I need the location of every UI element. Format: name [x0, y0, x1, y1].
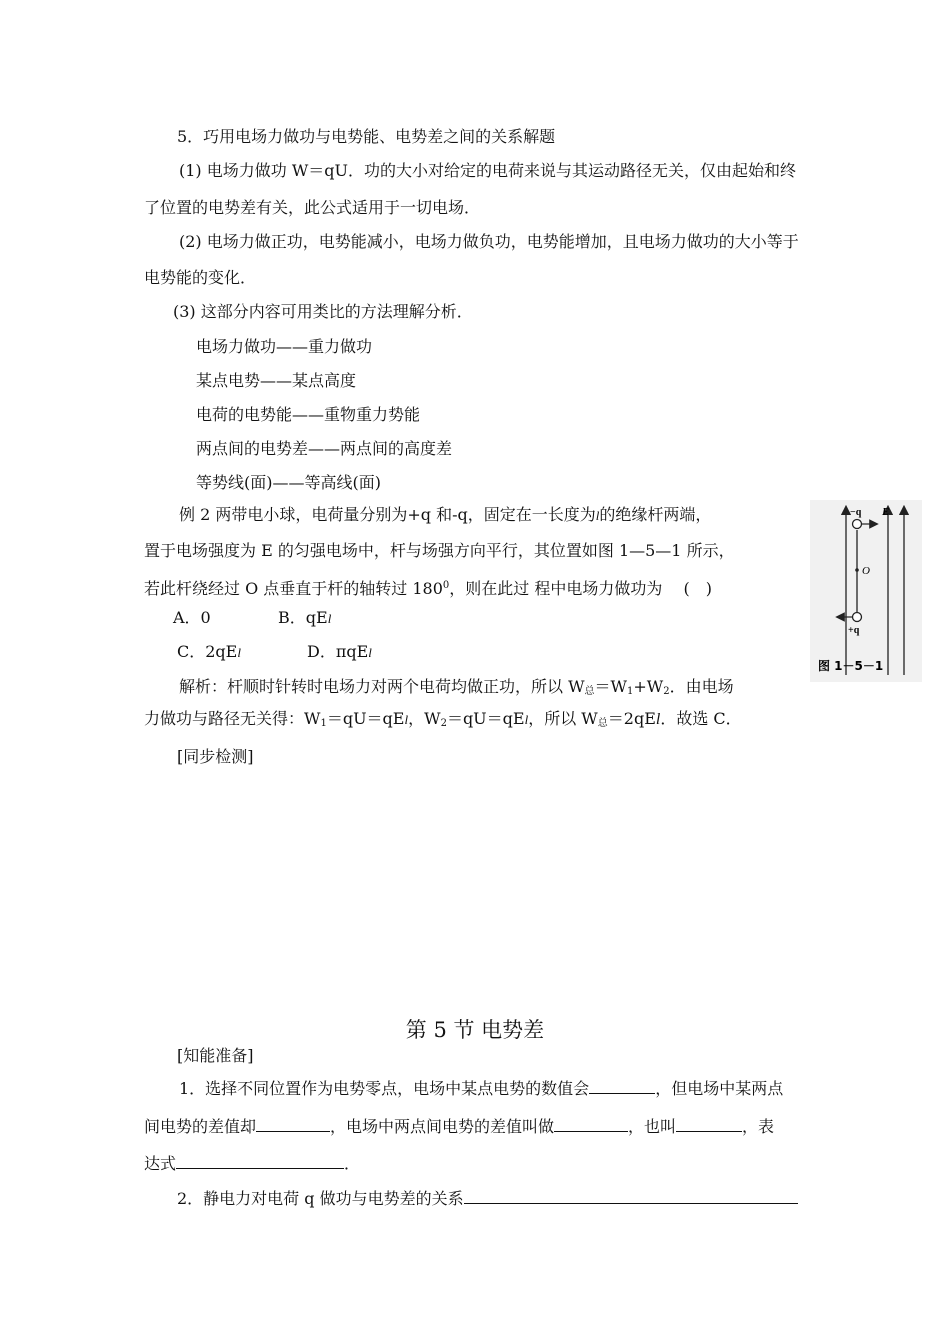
- question1-line2: 间电势的差值却 ，电场中两点间电势的差值叫做 ，也叫 ，表: [144, 1117, 775, 1136]
- label-E: E: [882, 506, 890, 518]
- answer-blank[interactable]: [554, 1117, 628, 1132]
- answer-blank[interactable]: [176, 1154, 344, 1169]
- analogy-item: 电荷的电势能——重物重力势能: [196, 405, 421, 424]
- sec5-p2-line2: 电势能的变化．: [144, 268, 257, 287]
- label-pos-q: +q: [848, 625, 860, 636]
- question1-line1: 1．选择不同位置作为电势零点，电场中某点电势的数值会 ，但电场中某两点: [179, 1079, 784, 1098]
- sec5-heading: 5．巧用电场力做功与电势能、电势差之间的关系解题: [177, 127, 556, 146]
- answer-blank[interactable]: [256, 1117, 330, 1132]
- answer-blank[interactable]: [676, 1117, 742, 1132]
- example-line2: 置于电场强度为 E 的匀强电场中，杆与场强方向平行，其位置如图 1—5—1 所示，: [144, 541, 735, 560]
- analogy-item: 某点电势——某点高度: [196, 371, 357, 390]
- figure-caption: 图 1－5－1: [818, 659, 884, 673]
- negative-charge-ball: [853, 520, 862, 529]
- sec5-p1-line1: (1) 电场力做功 W＝qU．功的大小对给定的电荷来说与其运动路径无关，仅由起始和终: [179, 161, 797, 180]
- analogy-item: 两点间的电势差——两点间的高度差: [196, 439, 453, 458]
- sec5-p2-line1: (2) 电场力做正功，电势能减小，电场力做负功，电势能增加，且电场力做功的大小等于: [179, 232, 799, 251]
- question1-line3: 达式 ．: [144, 1154, 361, 1173]
- question2: 2．静电力对电荷 q 做功与电势差的关系: [177, 1189, 798, 1209]
- analogy-item: 电场力做功——重力做功: [196, 337, 373, 356]
- example-line1: 例 2 两带电小球，电荷量分别为+q 和-q，固定在一长度为l的绝缘杆两端，: [179, 505, 712, 524]
- label-O: O: [862, 565, 870, 577]
- figure-background: [810, 500, 922, 682]
- prep-heading: [知能准备]: [177, 1046, 254, 1065]
- option-b: B．qEl: [278, 608, 332, 627]
- field-rod-figure: [810, 500, 922, 682]
- sec5-p3: (3) 这部分内容可用类比的方法理解分析．: [173, 302, 473, 321]
- positive-charge-ball: [853, 613, 862, 622]
- answer-blank[interactable]: [589, 1079, 655, 1094]
- example-line3: 若此杆绕经过 O 点垂直于杆的轴转过 $180^0$，则在此过 程中电场力做功为 ( ): [144, 579, 712, 598]
- section-title: 第 5 节 电势差: [405, 1018, 545, 1042]
- label-neg-q: −q: [850, 507, 862, 518]
- sec5-p1-line2: 了位置的电势差有关，此公式适用于一切电场．: [144, 198, 481, 217]
- pivot-point: [855, 568, 859, 572]
- solution-line1: 解析：杆顺时针转时电场力对两个电荷均做正功，所以 $W_总=W_1+W_2$．由电场: [179, 677, 734, 697]
- solution-line2: 力做功与路径无关得：$W_1=qU=qEl$，$W_2=qU=qEl$，所以 $W_总=2qEl$．故选 C．: [144, 709, 742, 729]
- analogy-item: 等势线(面)——等高线(面): [196, 473, 381, 492]
- option-d: D．πqEl: [307, 642, 372, 661]
- answer-blank[interactable]: [464, 1189, 798, 1204]
- sync-check-heading: [同步检测]: [177, 747, 254, 766]
- option-c: C．2qEl: [177, 642, 241, 661]
- option-a: A．0: [173, 608, 211, 627]
